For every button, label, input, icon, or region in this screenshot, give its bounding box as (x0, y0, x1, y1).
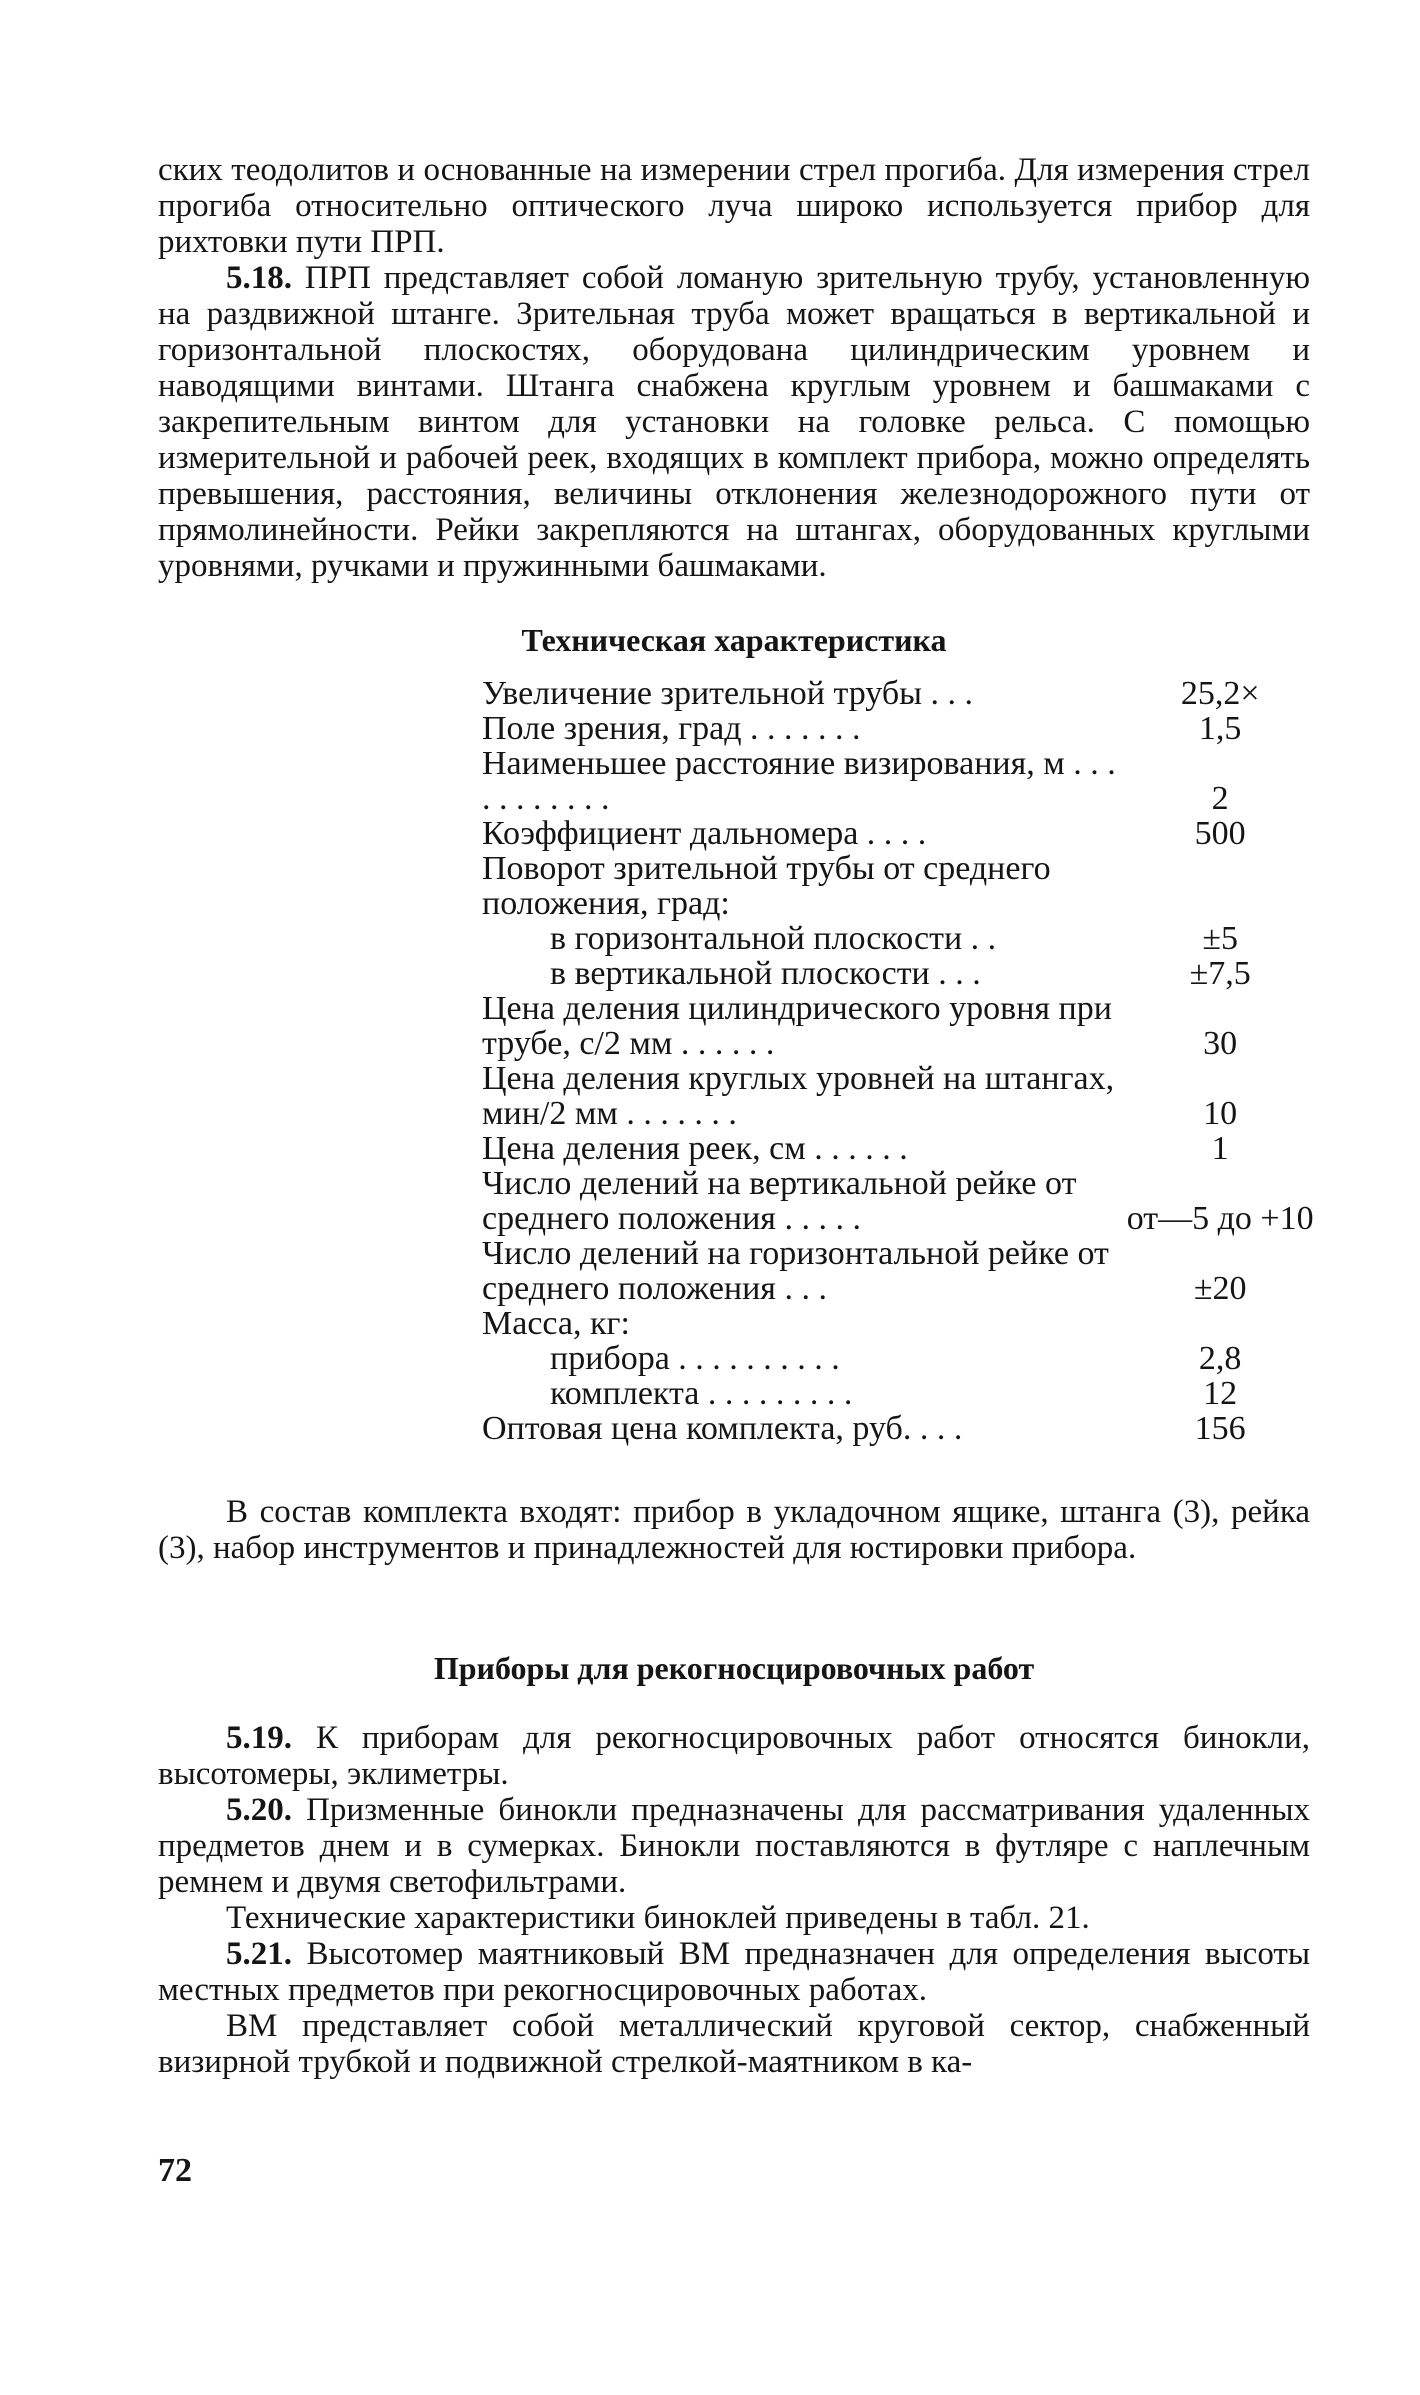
spec-param: Цена деления круглых уровней на штангах, мин/2 мм . . . . . . . (482, 1060, 1115, 1132)
paragraph-vm: ВМ представляет собой металлический круговой сектор, снабженный визирной трубкой и подвижной стрелкой-маятником в ка- (158, 2008, 1310, 2080)
spec-row (482, 1341, 1322, 1376)
spec-row (482, 851, 1322, 921)
spec-section (158, 0, 1314, 2395)
spec-param: в горизонтальной плоскости . . (550, 920, 997, 957)
spec-row (482, 1411, 1322, 1446)
spec-value: 10 (1203, 1095, 1238, 1132)
kit-paragraph: В состав комплекта входят: прибор в укладочном ящике, штанга (3), рейка (3), набор инструментов и принадлежностей для юстировки прибора. (158, 1494, 1310, 1566)
spec-row (482, 1061, 1322, 1131)
kit-block (158, 1494, 1310, 1566)
spec-param: прибора . . . . . . . . . . (550, 1340, 840, 1377)
paragraph-5-20 (158, 1792, 1310, 1900)
spec-title: Техническая характеристика (521, 622, 947, 658)
page-number: 72 (158, 2152, 192, 2189)
spec-row (482, 921, 1322, 956)
paragraph-number: 5.19. (226, 1720, 292, 1756)
spec-param: Поле зрения, град . . . . . . . (482, 710, 861, 747)
spec-value: от—5 до +10 (1126, 1200, 1314, 1237)
section-heading: Приборы для рекогносцировочных работ (433, 1650, 1035, 1686)
paragraph-number: 5.20. (226, 1792, 292, 1828)
spec-row (482, 956, 1322, 991)
spec-param: комплекта . . . . . . . . . (550, 1375, 853, 1412)
spec-row (482, 711, 1322, 746)
spec-value: 2,8 (1198, 1340, 1242, 1377)
spec-value (1118, 851, 1322, 921)
spec-param: Поворот зрительной трубы от среднего положения, град: (482, 850, 1051, 922)
paragraph-5-19 (158, 1720, 1310, 1792)
spec-value: ±20 (1193, 1270, 1247, 1307)
spec-value: 156 (1194, 1410, 1246, 1447)
spec-row (482, 1131, 1322, 1166)
spec-row (482, 676, 1322, 711)
spec-param: Оптовая цена комплекта, руб. . . . (482, 1410, 963, 1447)
paragraph-5-21 (158, 1936, 1310, 2008)
spec-value: 500 (1194, 815, 1246, 852)
spec-row (482, 746, 1322, 816)
spec-table (482, 676, 1322, 1446)
paragraph-text: Высотомер маятниковый ВМ предназначен для определения высоты местных предметов при рекогносцировочных работах. (158, 1936, 1310, 2008)
spec-param: Масса, кг: (482, 1305, 630, 1342)
paragraph-number: 5.18. (226, 260, 292, 296)
spec-row (482, 816, 1322, 851)
spec-value: 25,2× (1180, 675, 1260, 712)
spec-value: 2 (1211, 780, 1229, 817)
spec-param: Наименьшее расстояние визирования, м . . . . . . . . . . . (482, 745, 1116, 817)
spec-value: ±7,5 (1189, 955, 1251, 992)
spec-value: 12 (1203, 1375, 1238, 1412)
spec-row (482, 1166, 1322, 1236)
spec-value: 30 (1203, 1025, 1238, 1062)
spec-row (482, 1236, 1322, 1306)
spec-value (1118, 1306, 1322, 1341)
spec-param: Коэффициент дальномера . . . . (482, 815, 927, 852)
paragraph-text: ПРП представляет собой ломаную зрительную трубу, установленную на раздвижной штанге. Зрительная труба может вращаться в вертикальной и горизонтальной плоскостях, оборудована цилиндрическим уровнем и наводящими винтами. Штанга снабжена круглым уровнем и башмаками с закрепительным винтом для установки на головке рельса. С помощью измерительной и рабочей реек, входящих в комплект прибора, можно определять превышения, расстояния, величины отклонения железнодорожного пути от прямолинейности. Рейки закрепляются на штангах, оборудованных круглыми уровнями, ручками и пружинными башмаками. (158, 260, 1310, 584)
spec-value: 1,5 (1198, 710, 1242, 747)
spec-param: Увеличение зрительной трубы . . . (482, 675, 973, 712)
spec-row (482, 991, 1322, 1061)
spec-param: Цена деления реек, см . . . . . . (482, 1130, 908, 1167)
spec-param: Число делений на горизонтальной рейке от среднего положения . . . (482, 1235, 1109, 1307)
text-block-bottom (158, 1720, 1310, 2080)
spec-row (482, 1306, 1322, 1341)
spec-param: Число делений на вертикальной рейке от среднего положения . . . . . (482, 1165, 1077, 1237)
paragraph-text: К приборам для рекогносцировочных работ относятся бинокли, высотомеры, эклиметры. (158, 1720, 1310, 1792)
spec-row (482, 1376, 1322, 1411)
spec-value: 1 (1211, 1130, 1229, 1167)
spec-param: Цена деления цилиндрического уровня при трубе, с/2 мм . . . . . . (482, 990, 1112, 1062)
spec-value: ±5 (1202, 920, 1238, 957)
spec-param: в вертикальной плоскости . . . (550, 955, 981, 992)
paragraph-tech: Технические характеристики биноклей приведены в табл. 21. (226, 1900, 1090, 1936)
intro-paragraph: ских теодолитов и основанные на измерении стрел прогиба. Для измерения стрел прогиба относительно оптического луча широко используется прибор для рихтовки пути ПРП. (158, 152, 1310, 260)
paragraph-text: Призменные бинокли предназначены для рассматривания удаленных предметов днем и в сумерках. Бинокли поставляются в футляре с наплечным ремнем и двумя светофильтрами. (158, 1792, 1310, 1900)
paragraph-number: 5.21. (226, 1936, 292, 1972)
